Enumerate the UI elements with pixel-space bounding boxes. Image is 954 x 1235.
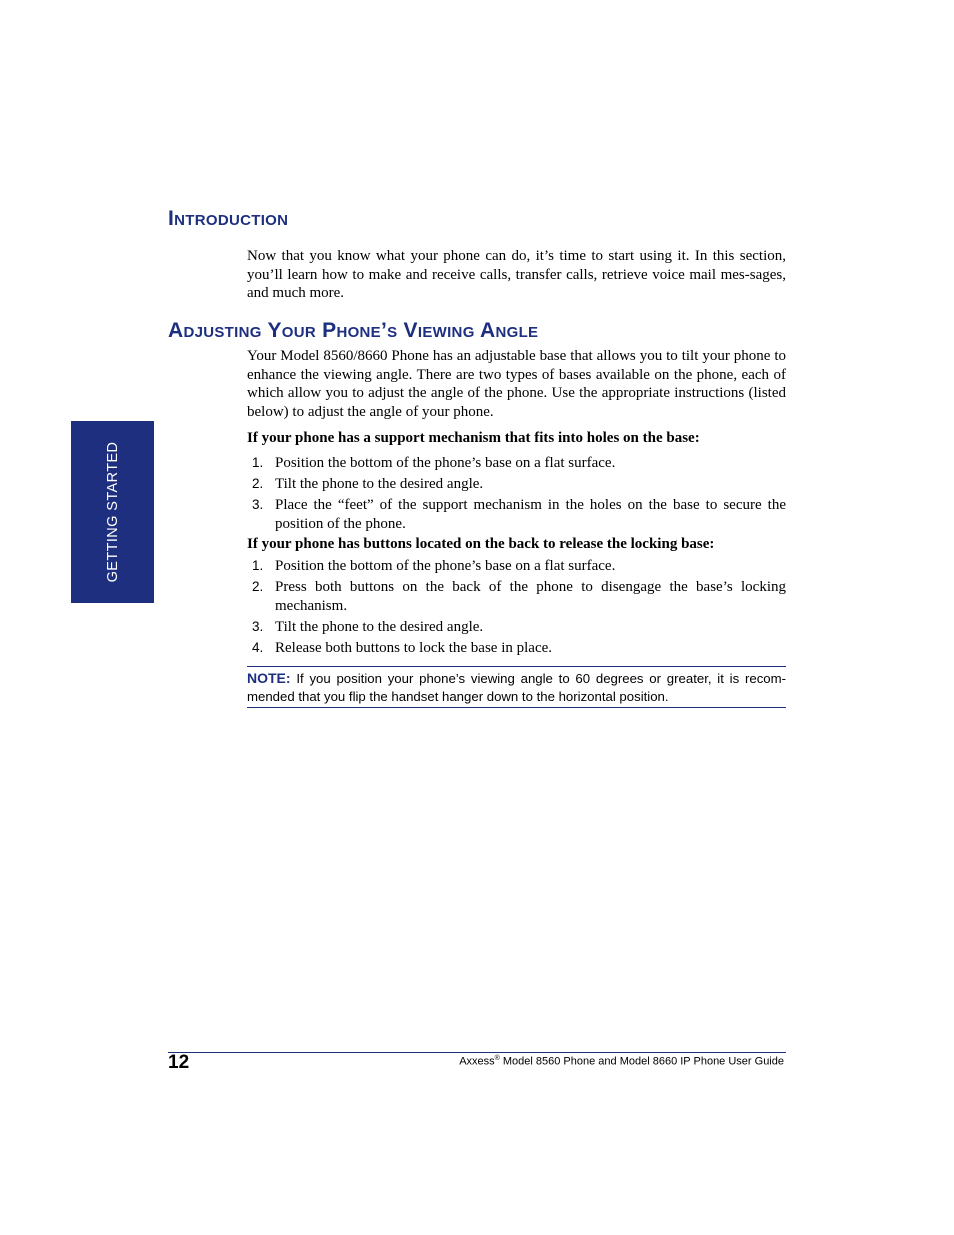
support-steps-list <box>247 454 786 536</box>
list-item: 2. Press both buttons on the back of the phone to disengage the base’s locking mechanism. <box>252 579 786 614</box>
note-label: NOTE: <box>247 670 291 686</box>
adjusting-heading: Adjusting Your Phone’s Viewing Angle <box>168 319 539 342</box>
footer-divider <box>168 1052 786 1053</box>
footer-book-title: Axxess® Model 8560 Phone and Model 8660 IP Phone User Guide <box>459 1055 784 1068</box>
note-box <box>247 666 786 708</box>
buttons-steps-list <box>247 557 786 660</box>
list-item: 3. Tilt the phone to the desired angle. <box>252 618 484 635</box>
support-mechanism-intro: If your phone has a support mechanism that fits into holes on the base: <box>247 430 700 446</box>
adjusting-paragraph: Your Model 8560/8660 Phone has an adjustable base that allows you to tilt your phone to enhance the viewing angle. There are two types of bases available on the phone, each of which allow you to adjust the angle of the phone. Use the appropriate instructions (listed below) to adjust the angle of your phone. <box>247 348 786 421</box>
list-item: 1. Position the bottom of the phone’s base on a flat surface. <box>252 455 616 471</box>
list-item: 4. Release both buttons to lock the base in place. <box>252 639 553 656</box>
side-section-tab <box>71 421 154 603</box>
page-number: 12 <box>168 1052 190 1073</box>
introduction-heading: Introduction <box>168 207 289 230</box>
buttons-intro: If your phone has buttons located on the back to release the locking base: <box>247 536 715 552</box>
list-item: 2. Tilt the phone to the desired angle. <box>252 476 484 492</box>
list-item: 1. Position the bottom of the phone’s base on a flat surface. <box>252 558 616 574</box>
side-tab-label: GETTING STARTED <box>104 441 121 583</box>
introduction-paragraph: Now that you know what your phone can do, it’s time to start using it. In this section, you’ll learn how to make and receive calls, transfer calls, retrieve voice mail mes-sages, and much more. <box>247 248 786 302</box>
note-text: If you position your phone’s viewing angle to 60 degrees or greater, it is recom-mended that you flip the handset hanger down to the horizontal position. <box>247 671 786 704</box>
list-item: 3. Place the “feet” of the support mechanism in the holes on the base to secure the position of the phone. <box>252 497 786 532</box>
